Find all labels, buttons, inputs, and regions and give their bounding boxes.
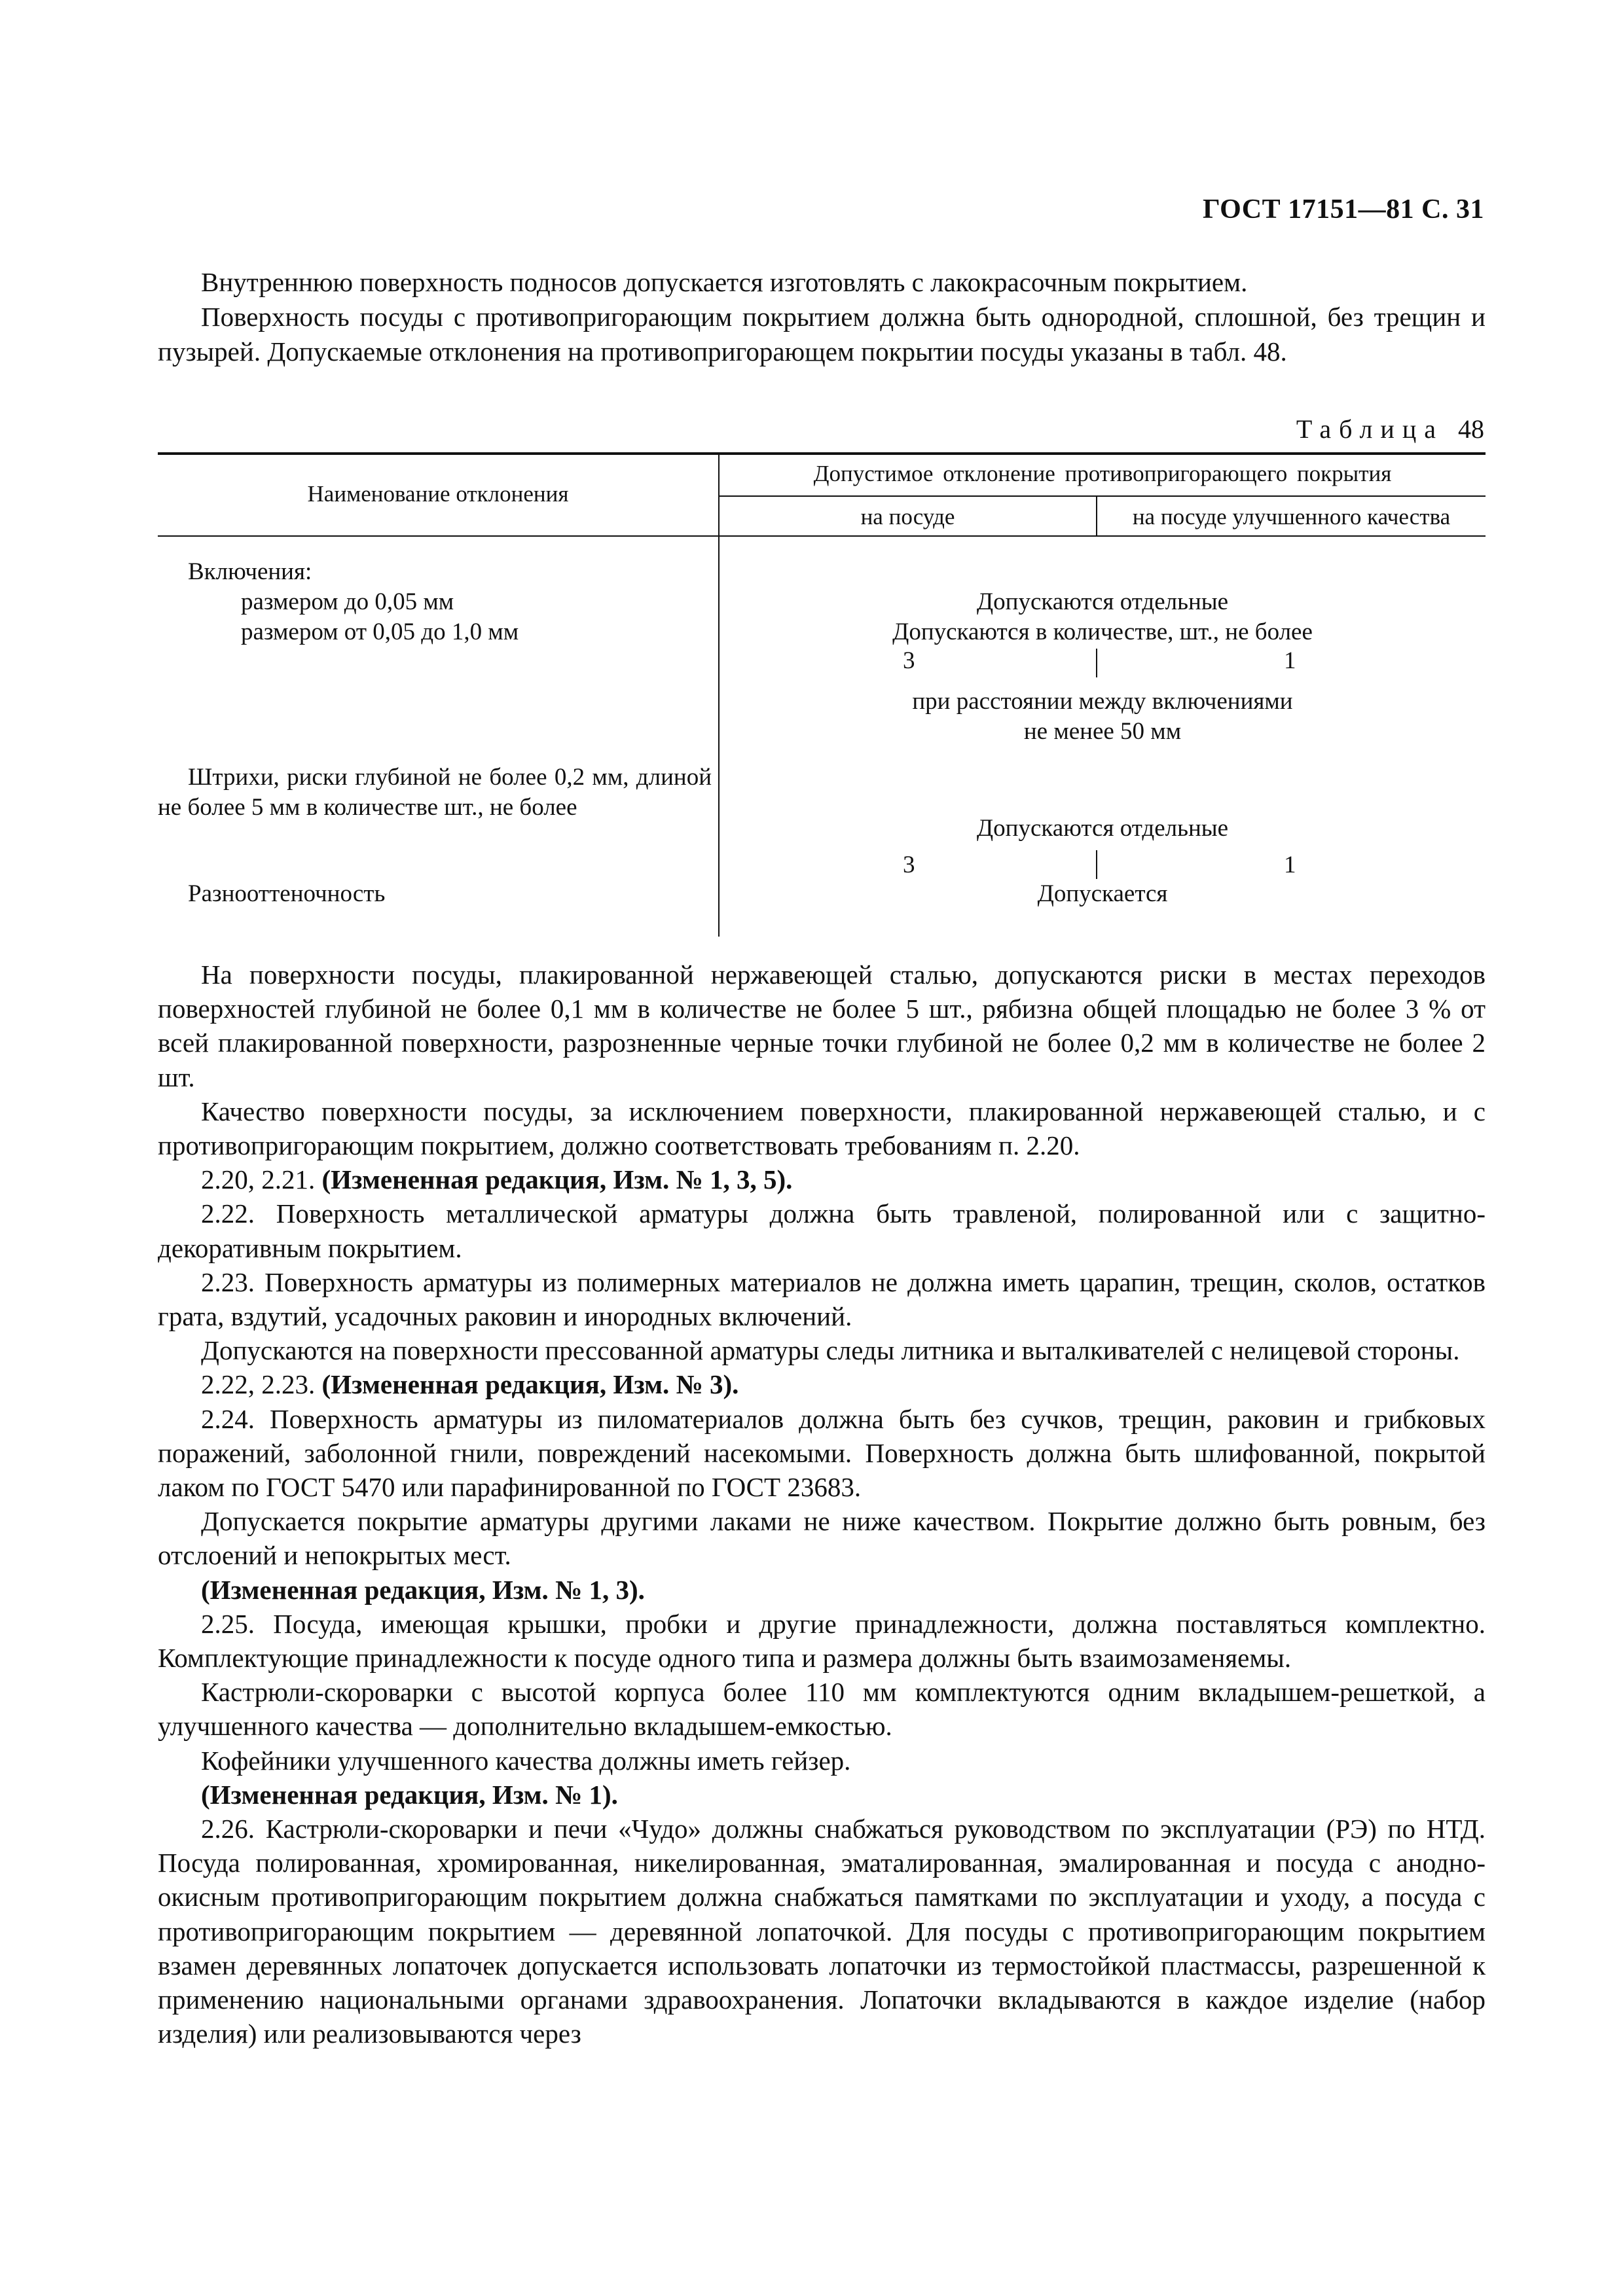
intro-paragraph-2: Поверхность посуды с противопригорающим покрытием должна быть однородной, сплошной, без трещин и пузырей. Допускаемые отклонения на противопригорающем покрытии посуды указаны в табл. 48.	[158, 302, 1486, 367]
paragraph-amendment-2-24: (Измененная редакция, Изм. № 1, 3).	[201, 1574, 645, 1605]
table-caption-number: 48	[1458, 414, 1484, 444]
inclusions-small: размером до 0,05 мм	[241, 588, 454, 615]
amendment-note: (Измененная редакция, Изм. № 1, 3, 5).	[321, 1164, 793, 1195]
intro-section	[158, 265, 1486, 369]
distance-line-2: не менее 50 мм	[1023, 718, 1182, 745]
paragraph-lacquer-coating: Допускается покрытие арматуры другими лаками не ниже качеством. Покрытие должно быть ровным, без отслоений и непокрытых мест.	[158, 1506, 1486, 1571]
allowed-count-1: Допускаются в количестве, шт., не более	[892, 619, 1313, 645]
allowed-single-1: Допускаются отдельные	[976, 588, 1229, 615]
inclusions-large: размером от 0,05 до 1,0 мм	[241, 619, 519, 645]
header-regular-ware: на посуде	[860, 504, 955, 529]
header-improved-ware: на посуде улучшенного качества	[1132, 504, 1451, 529]
body-section	[158, 958, 1486, 2051]
count-divider-1	[1096, 649, 1097, 677]
header-deviation-name: Наименование отклонения	[307, 481, 569, 507]
paragraph-2-26: 2.26. Кастрюли-скороварки и печи «Чудо» должны снабжаться руководством по эксплуатации (РЭ) по НТД. Посуда полированная, хромированная, никелированная, эматалированная, эмалированная и посуда с анодно-окисным противопригорающим покрытием должна снабжаться памятками по эксплуатации и уходу, а посуда с противопригорающим покрытием — деревянной лопаточкой. Для посуды с противопригорающим покрытием взамен деревянных лопаточек допускается использовать лопаточки из термостойкой пластмассы, разрешенной к применению национальными органами здравоохранения. Лопаточки вкладываются в каждое изделие (набор изделия) или реализовываются через	[158, 1814, 1486, 2049]
allowed-single-2: Допускаются отдельные	[976, 815, 1229, 842]
count-regular-1: 3	[903, 647, 915, 674]
shades-allowed: Допускается	[1037, 880, 1168, 907]
intro-paragraph-1: Внутреннюю поверхность подносов допускается изготовлять с лакокрасочным покрытием.	[201, 267, 1248, 297]
paragraph-2-23: 2.23. Поверхность арматуры из полимерных материалов не должна иметь царапин, трещин, сколов, остатков грата, вздутий, усадочных раковин и инородных включений.	[158, 1266, 1486, 1332]
table-caption-word: Таблица	[1296, 414, 1444, 444]
distance-line-1: при расстоянии между включениями	[912, 688, 1293, 715]
table-caption	[1296, 414, 1484, 444]
paragraph-pressure-cookers: Кастрюли-скороварки с высотой корпуса более 110 мм комплектуются одним вкладышем-решеткой, а улучшенного качества — дополнительно вкладышем-емкостью.	[158, 1677, 1486, 1742]
shades-label: Разнооттеночность	[188, 880, 386, 907]
count-improved-1: 1	[1284, 647, 1296, 674]
paragraph-2-24: 2.24. Поверхность арматуры из пиломатериалов должна быть без сучков, трещин, раковин и грибковых поражений, заболонной гнили, повреждений насекомыми. Поверхность должна быть шлифованной, покрытой лаком по ГОСТ 5470 или парафинированной по ГОСТ 23683.	[158, 1403, 1486, 1503]
count-divider-2	[1096, 850, 1097, 879]
scratches-label: Штрихи, риски глубиной не более 0,2 мм, длиной не более 5 мм в количестве шт., не более	[158, 764, 712, 821]
paragraph-pressed-fittings: Допускаются на поверхности прессованной арматуры следы литника и выталкивателей с нелицевой стороны.	[201, 1335, 1460, 1366]
amendment-note: (Измененная редакция, Изм. № 3).	[321, 1369, 739, 1400]
paragraph-2-22: 2.22. Поверхность металлической арматуры должна быть травленой, полированной или с защитно-декоративным покрытием.	[158, 1198, 1486, 1263]
header-allowed-deviation: Допустимое отклонение противопригорающего покрытия	[813, 461, 1392, 486]
paragraph-2-25: 2.25. Посуда, имеющая крышки, пробки и другие принадлежности, должна поставляться комплектно. Комплектующие принадлежности к посуде одного типа и размера должны быть взаимозаменяемы.	[158, 1608, 1486, 1674]
table-header-bottom-rule	[158, 535, 1486, 537]
table-top-rule	[158, 452, 1486, 455]
inclusions-title: Включения:	[188, 558, 312, 585]
paragraph-cladded-surface: На поверхности посуды, плакированной нержавеющей сталью, допускаются риски в местах переходов поверхностей глубиной не более 0,1 мм в количестве не более 5 шт., рябизна общей площадью не более 3 % от всей плакированной поверхности, разрозненные черные точки глубиной не более 0,2 мм в количестве не более 2 шт.	[158, 960, 1486, 1092]
paragraph-coffee-pots: Кофейники улучшенного качества должны иметь гейзер.	[201, 1745, 851, 1776]
paragraph-amendment-2-20	[158, 1162, 1486, 1196]
deviation-table	[158, 452, 1486, 937]
amendment-number: 2.20, 2.21.	[201, 1164, 322, 1195]
page-header: ГОСТ 17151—81 С. 31	[1202, 194, 1484, 224]
paragraph-amendment-2-22	[158, 1367, 1486, 1401]
count-regular-2: 3	[903, 852, 915, 878]
table-header-mid-rule	[720, 495, 1486, 497]
paragraph-surface-quality: Качество поверхности посуды, за исключением поверхности, плакированной нержавеющей сталью, и с противопригорающим покрытием, должно соответствовать требованиям п. 2.20.	[158, 1096, 1486, 1161]
amendment-number: 2.22, 2.23.	[201, 1369, 322, 1400]
count-improved-2: 1	[1284, 852, 1296, 878]
paragraph-amendment-2-25: (Измененная редакция, Изм. № 1).	[201, 1779, 618, 1810]
